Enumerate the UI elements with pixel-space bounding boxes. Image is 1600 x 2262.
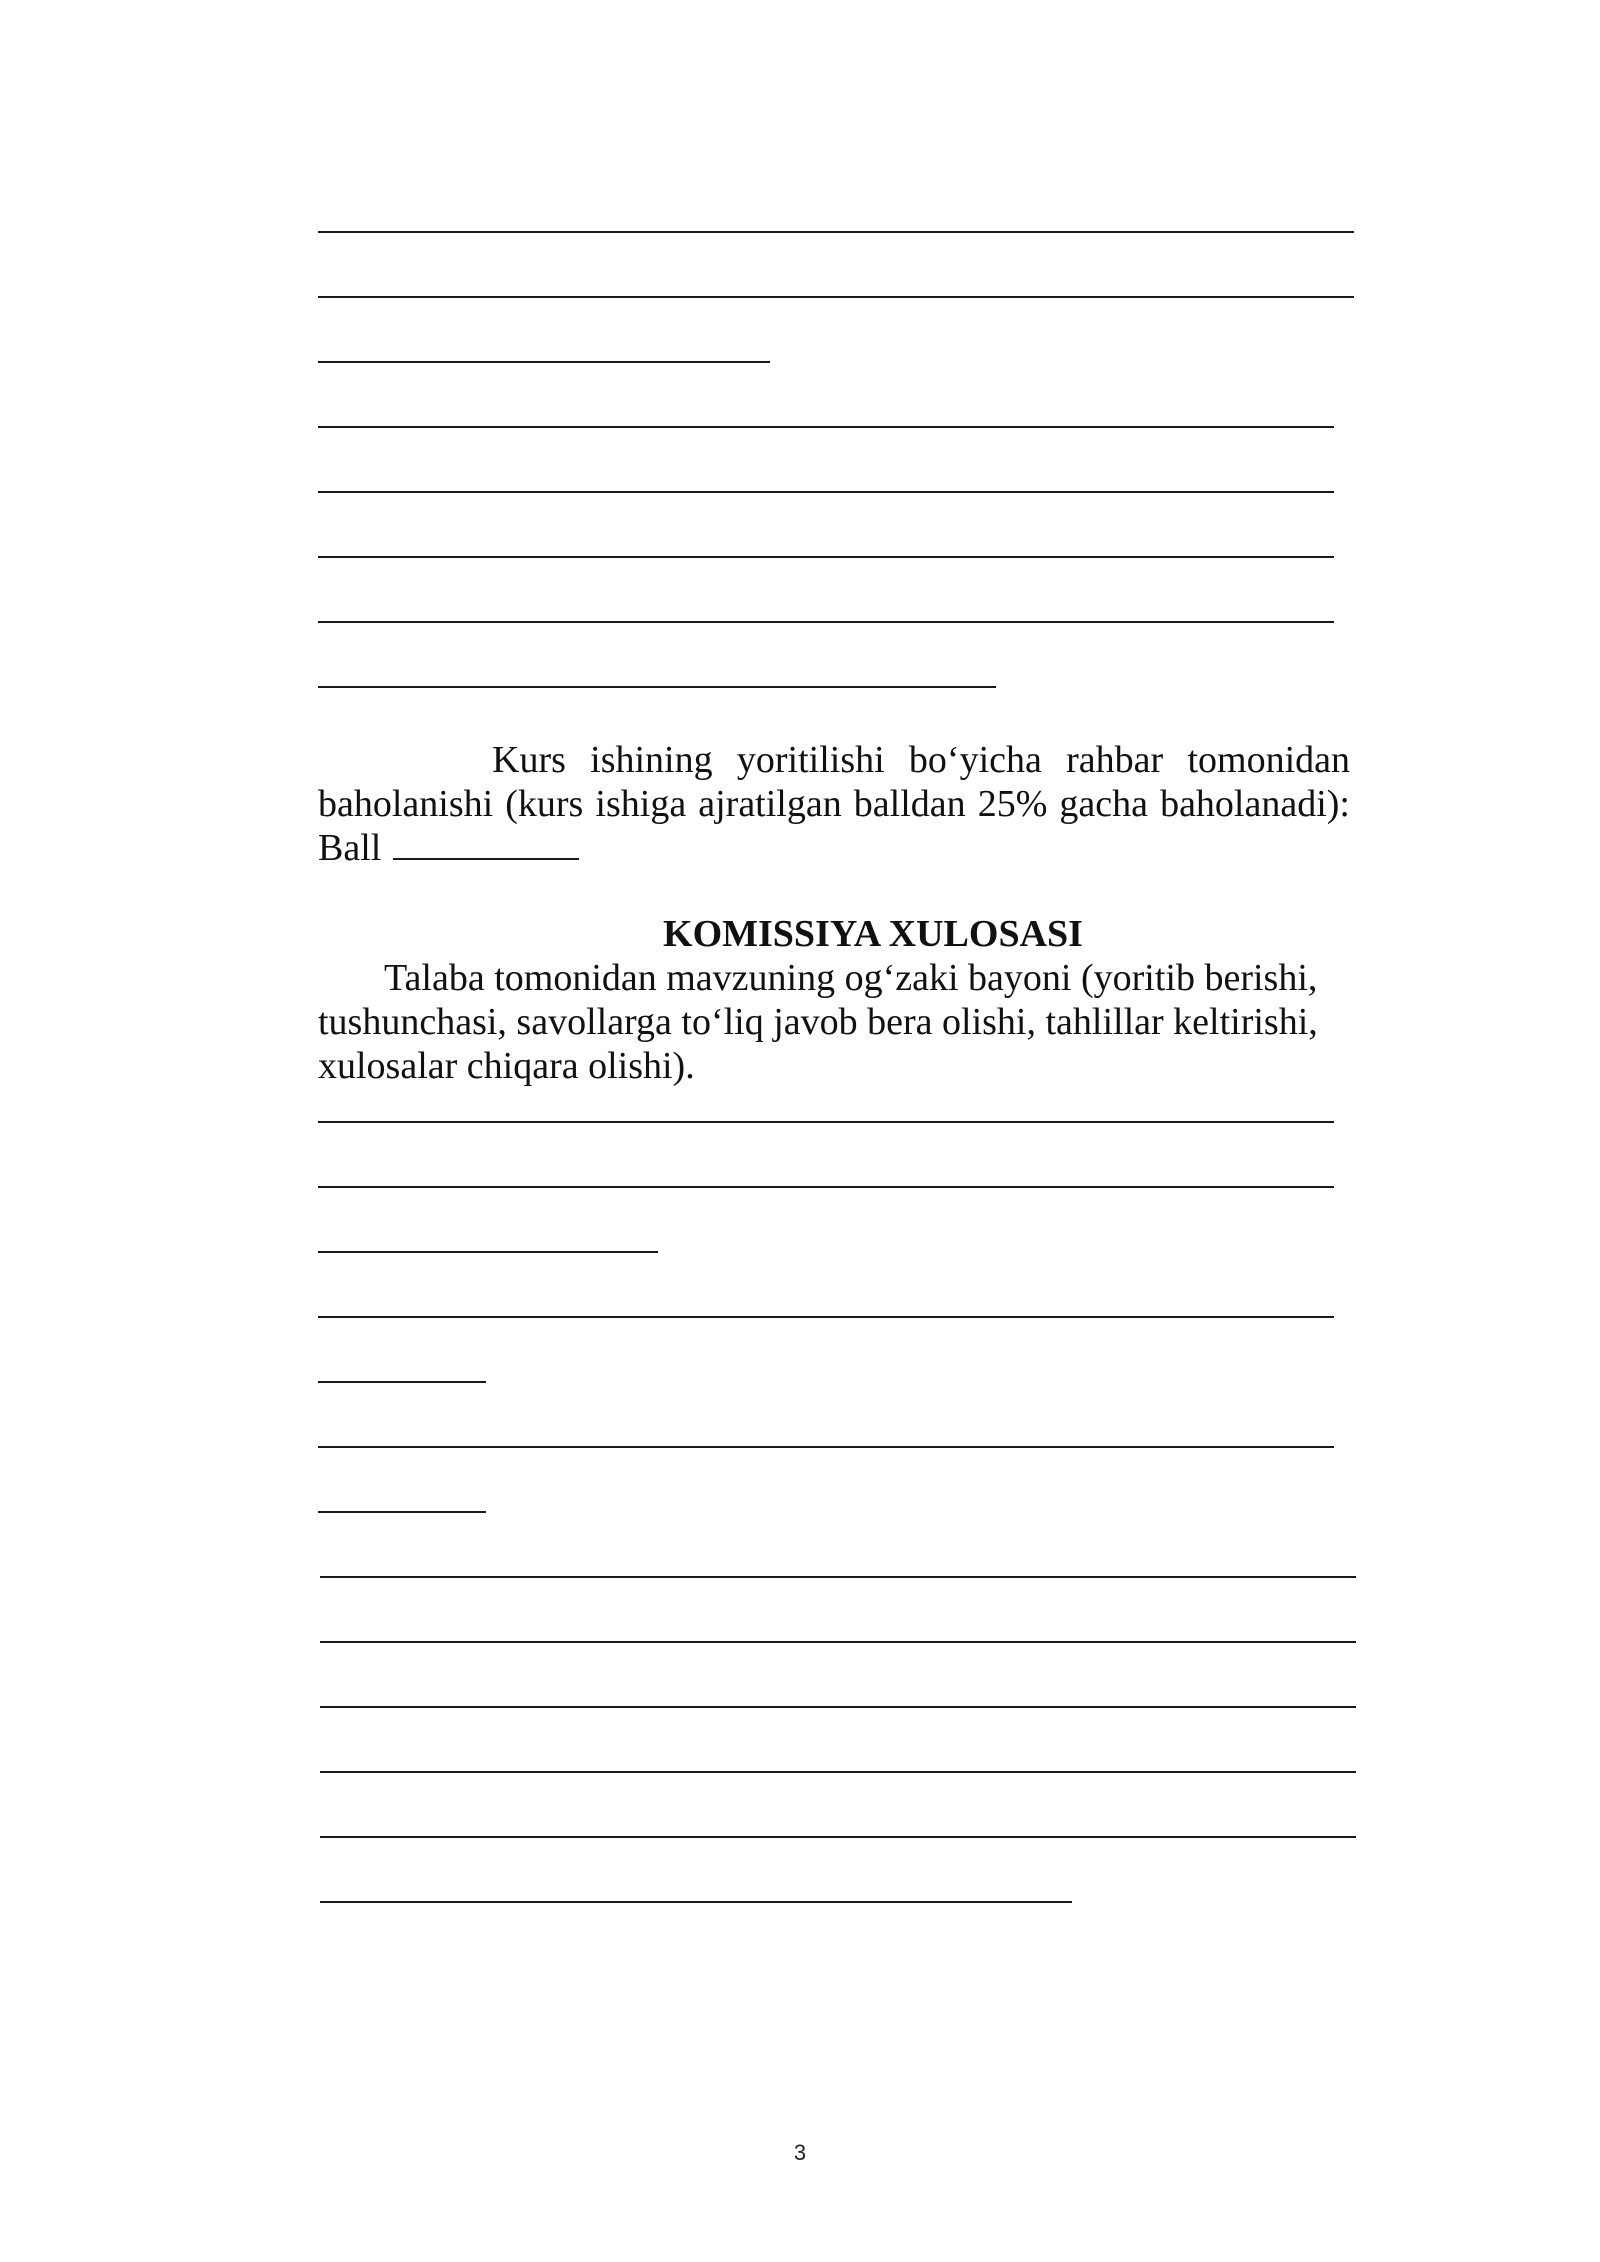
writing-line: [318, 1316, 1334, 1318]
commission-heading: KOMISSIYA XULOSASI: [663, 913, 1083, 955]
writing-line: [318, 556, 1334, 558]
writing-line: [318, 491, 1334, 493]
writing-line: [320, 1641, 1356, 1643]
commission-description-line3: xulosalar chiqara olishi).: [318, 1045, 695, 1087]
assessment-paragraph-line1: Kurs ishining yoritilishi bo‘yicha rahbar tomonidan: [492, 739, 1350, 781]
writing-line: [318, 231, 1354, 233]
commission-description-line2: tushunchasi, savollarga to‘liq javob bera olishi, tahlillar keltirishi,: [318, 1001, 1318, 1043]
writing-line: [318, 1121, 1334, 1123]
writing-line: [320, 1771, 1356, 1773]
writing-line: [318, 1186, 1334, 1188]
writing-line: [320, 1901, 1072, 1903]
writing-line: [318, 1511, 486, 1513]
page-number: 3: [793, 2140, 807, 2165]
ball-score-field[interactable]: [393, 826, 579, 860]
writing-line: [318, 621, 1334, 623]
ball-score-line: [318, 826, 579, 870]
writing-line: [318, 426, 1334, 428]
writing-line: [318, 686, 996, 688]
ball-label: Ball: [318, 827, 382, 869]
assessment-paragraph-line2: baholanishi (kurs ishiga ajratilgan balldan 25% gacha baholanadi):: [318, 783, 1350, 825]
writing-line: [318, 1446, 1334, 1448]
writing-line: [318, 1381, 486, 1383]
writing-line: [318, 296, 1354, 298]
writing-line: [318, 1251, 658, 1253]
writing-line: [320, 1836, 1356, 1838]
writing-line: [320, 1576, 1356, 1578]
commission-description: [318, 956, 1358, 1088]
commission-description-line1: Talaba tomonidan mavzuning og‘zaki bayoni (yoritib berishi,: [384, 957, 1318, 999]
writing-line: [318, 361, 770, 363]
writing-line: [320, 1706, 1356, 1708]
